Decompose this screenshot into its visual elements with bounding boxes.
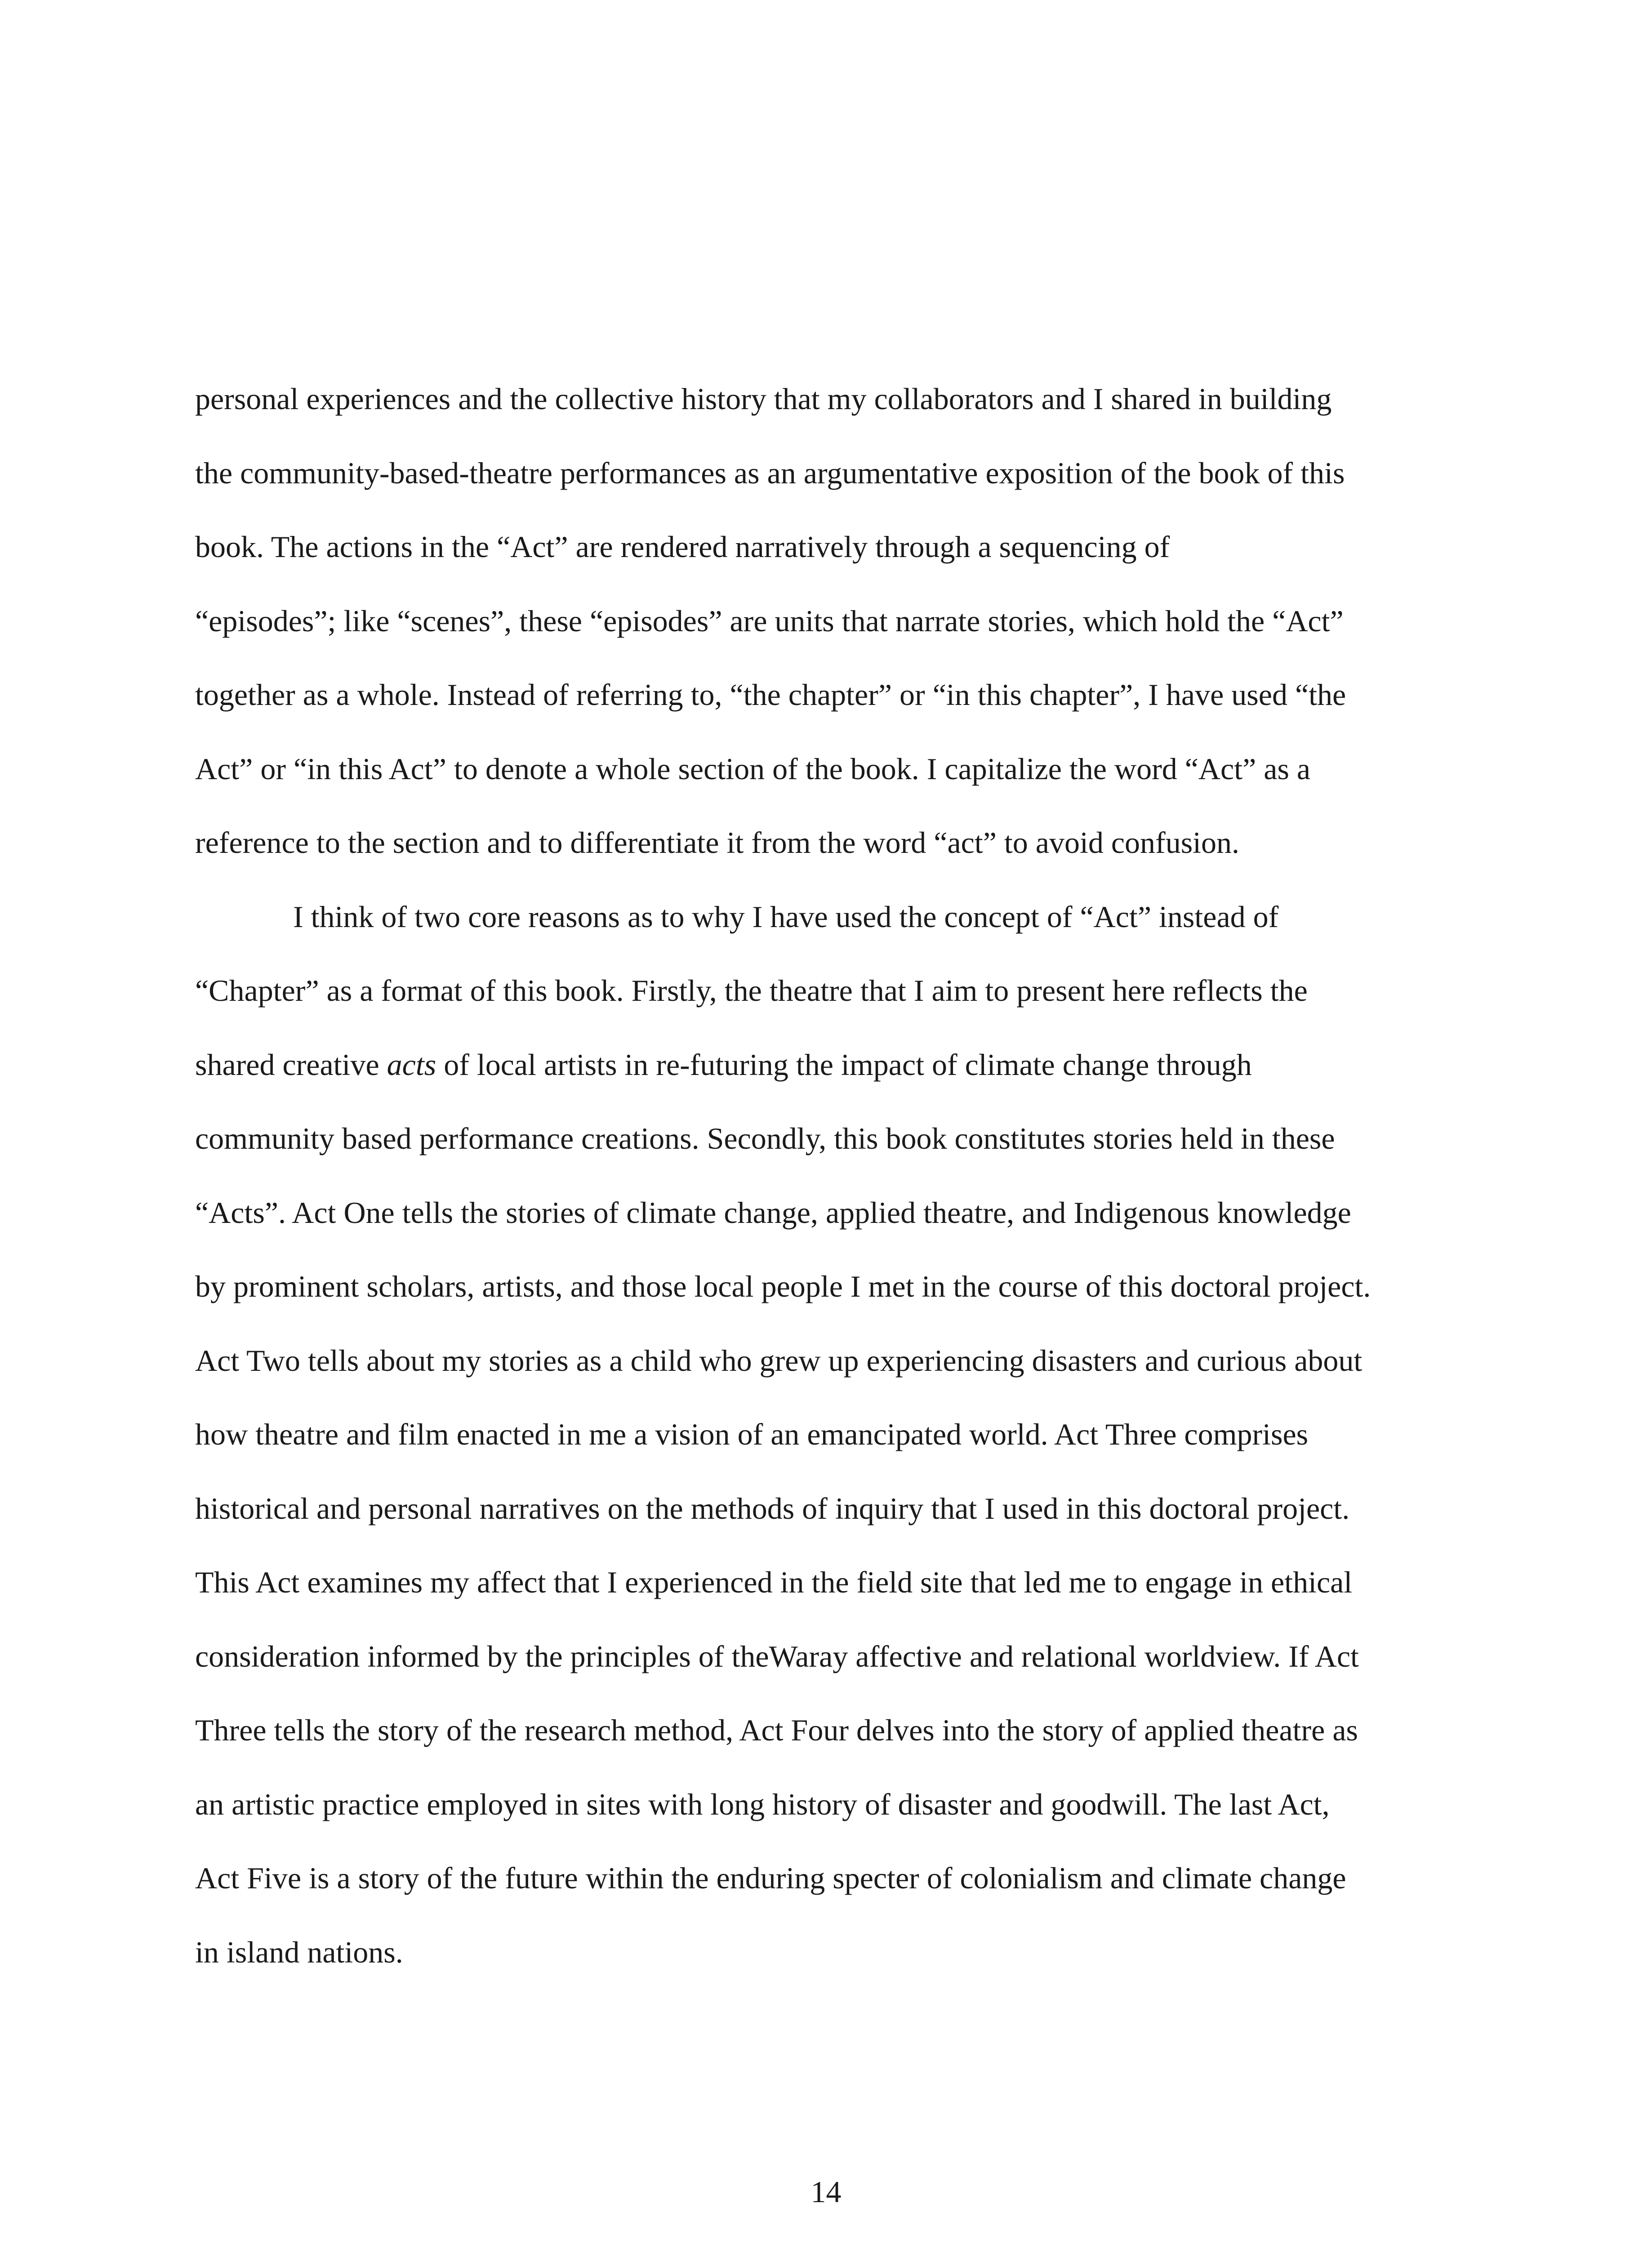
text-line: “episodes”; like “scenes”, these “episodes” are units that narrate stories, which hold the “Act” bbox=[195, 603, 1344, 638]
italic-word: acts bbox=[387, 1047, 436, 1082]
text-line: the community-based-theatre performances as an argumentative exposition of the book of this bbox=[195, 455, 1345, 490]
text-line: historical and personal narratives on the methods of inquiry that I used in this doctoral project. bbox=[195, 1491, 1350, 1525]
text-line: how theatre and film enacted in me a vision of an emancipated world. Act Three comprises bbox=[195, 1417, 1309, 1451]
body-text bbox=[195, 362, 1490, 1989]
text-line: “Acts”. Act One tells the stories of climate change, applied theatre, and Indigenous knowledge bbox=[195, 1195, 1351, 1230]
page-number: 14 bbox=[810, 2175, 842, 2209]
text-line: consideration informed by the principles of theWaray affective and relational worldview. If Act bbox=[195, 1639, 1359, 1673]
text-segment: shared creative bbox=[195, 1047, 387, 1082]
text-line: community based performance creations. Secondly, this book constitutes stories held in these bbox=[195, 1121, 1335, 1155]
text-line: Act Five is a story of the future within the enduring specter of colonialism and climate change bbox=[195, 1861, 1346, 1895]
text-line: an artistic practice employed in sites with long history of disaster and goodwill. The last Act, bbox=[195, 1787, 1330, 1821]
text-line: together as a whole. Instead of referring to, “the chapter” or “in this chapter”, I have used “the bbox=[195, 678, 1346, 712]
text-line: personal experiences and the collective history that my collaborators and I shared in building bbox=[195, 382, 1332, 416]
text-line: Act Two tells about my stories as a child who grew up experiencing disasters and curious about bbox=[195, 1343, 1363, 1378]
text-line: “Chapter” as a format of this book. Firstly, the theatre that I aim to present here reflects the bbox=[195, 973, 1308, 1008]
text-line: by prominent scholars, artists, and those local people I met in the course of this doctoral project. bbox=[195, 1269, 1371, 1303]
text-line: reference to the section and to differentiate it from the word “act” to avoid confusion. bbox=[195, 825, 1240, 860]
text-line: This Act examines my affect that I experienced in the field site that led me to engage in ethical bbox=[195, 1565, 1353, 1599]
text-line: Act” or “in this Act” to denote a whole section of the book. I capitalize the word “Act” as a bbox=[195, 751, 1311, 786]
text-segment: of local artists in re-futuring the impact of climate change through bbox=[436, 1047, 1252, 1082]
paragraph-first-line: I think of two core reasons as to why I have used the concept of “Act” instead of bbox=[293, 899, 1279, 934]
text-line: Three tells the story of the research method, Act Four delves into the story of applied theatre as bbox=[195, 1713, 1358, 1747]
text-line bbox=[195, 1028, 1490, 1102]
text-line: book. The actions in the “Act” are rendered narratively through a sequencing of bbox=[195, 530, 1170, 564]
text-line: in island nations. bbox=[195, 1935, 403, 1969]
